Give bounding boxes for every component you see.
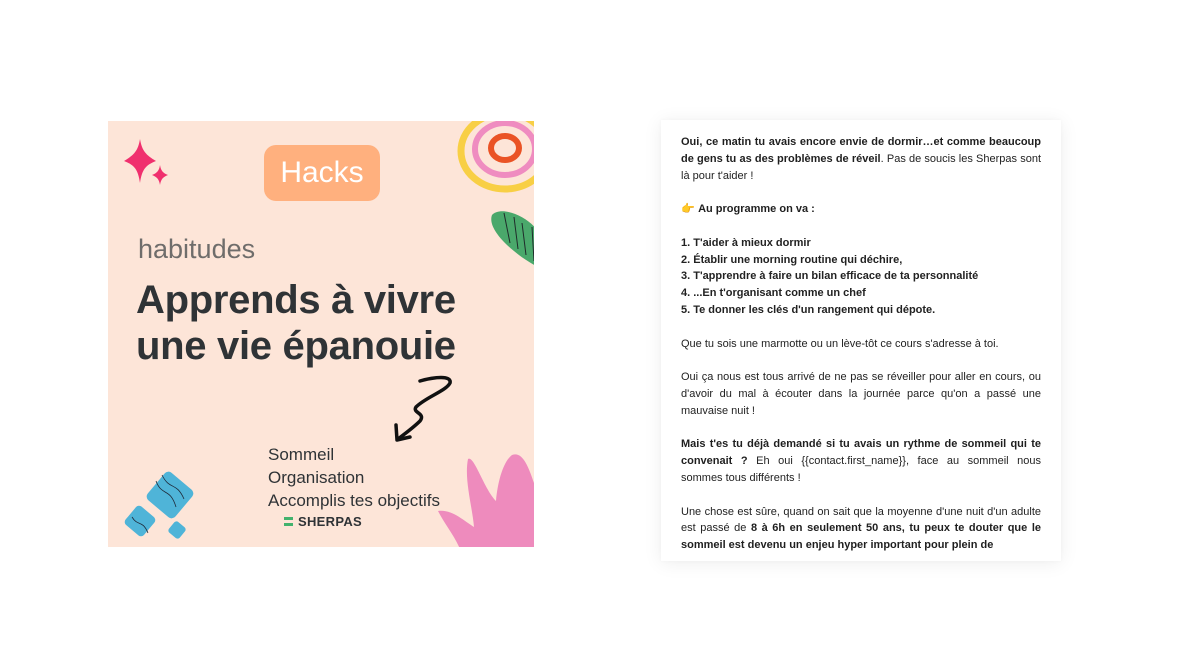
course-visual-card [108,121,534,547]
leaf-icon [488,209,534,269]
pink-blob-icon [438,449,534,547]
intro-bold: Oui, ce matin tu avais encore envie de dormir…et comme beaucoup de gens tu as des problèmes de réveil [681,136,1041,165]
brand-logo [284,514,362,529]
fact-paragraph [681,504,1041,554]
email-preview-card [661,120,1061,561]
program-item: 3. T'apprendre à faire un bilan efficace de ta personnalité [681,270,979,283]
blue-tiles-icon [122,467,198,545]
pointing-hand-icon: 👉 [681,203,695,216]
program-item: 2. Établir une morning routine qui déchire, [681,253,903,266]
squiggle-arrow-icon [390,375,456,445]
program-list [681,235,1041,319]
headline-line-1: Apprends à vivre [136,278,456,322]
topic-organisation: Organisation [268,468,365,487]
brand-name: SHERPAS [298,514,362,529]
program-title: Au programme on va : [698,203,815,216]
rhythm-bold: Mais t'es tu déjà demandé si tu avais un rythme de sommeil qui te convenait ? [681,438,1041,468]
sparkle-icon [124,139,172,191]
topic-goals: Accomplis tes objectifs [268,491,440,510]
program-item: 1. T'aider à mieux dormir [681,236,811,249]
topics-list [268,443,440,512]
topic-sleep: Sommeil [268,445,335,464]
category-badge: Hacks [264,145,380,201]
intro-paragraph [681,134,1041,184]
fact-bold: 8 à 6h en seulement 50 ans, tu peux te douter que le sommeil est devenu un enjeu hyper important pour plein de [681,522,1041,552]
program-item: 5. Te donner les clés d'un rangement qui dépote. [681,303,936,316]
rhythm-rest: Eh oui {{contact.first_name}}, face au sommeil nous sommes tous différents ! [681,455,1041,484]
headline-line-2: une vie épanouie [136,324,456,368]
email-body [681,134,1041,561]
concentric-rings-icon [453,121,534,201]
audience-paragraph: Que tu sois une marmotte ou un lève-tôt ce cours s'adresse à toi. [681,337,999,350]
experience-paragraph: Oui ça nous est tous arrivé de ne pas se réveiller pour aller en cours, ou d'avoir du mal à écouter dans la journée parce qu'on a passé une mauvaise nuit ! [681,371,1041,417]
program-heading [681,201,1041,218]
course-category-label: habitudes [138,234,256,264]
program-item: 4. ...En t'organisant comme un chef [681,287,866,300]
sherpas-logo-icon [284,517,293,526]
rhythm-paragraph [681,436,1041,486]
course-headline [136,277,526,369]
fact-start: Une chose est sûre, quand on sait que la moyenne d'une nuit d'un adulte est passé de [681,505,1041,535]
intro-rest: . Pas de soucis les Sherpas sont là pour t'aider ! [681,152,1042,182]
